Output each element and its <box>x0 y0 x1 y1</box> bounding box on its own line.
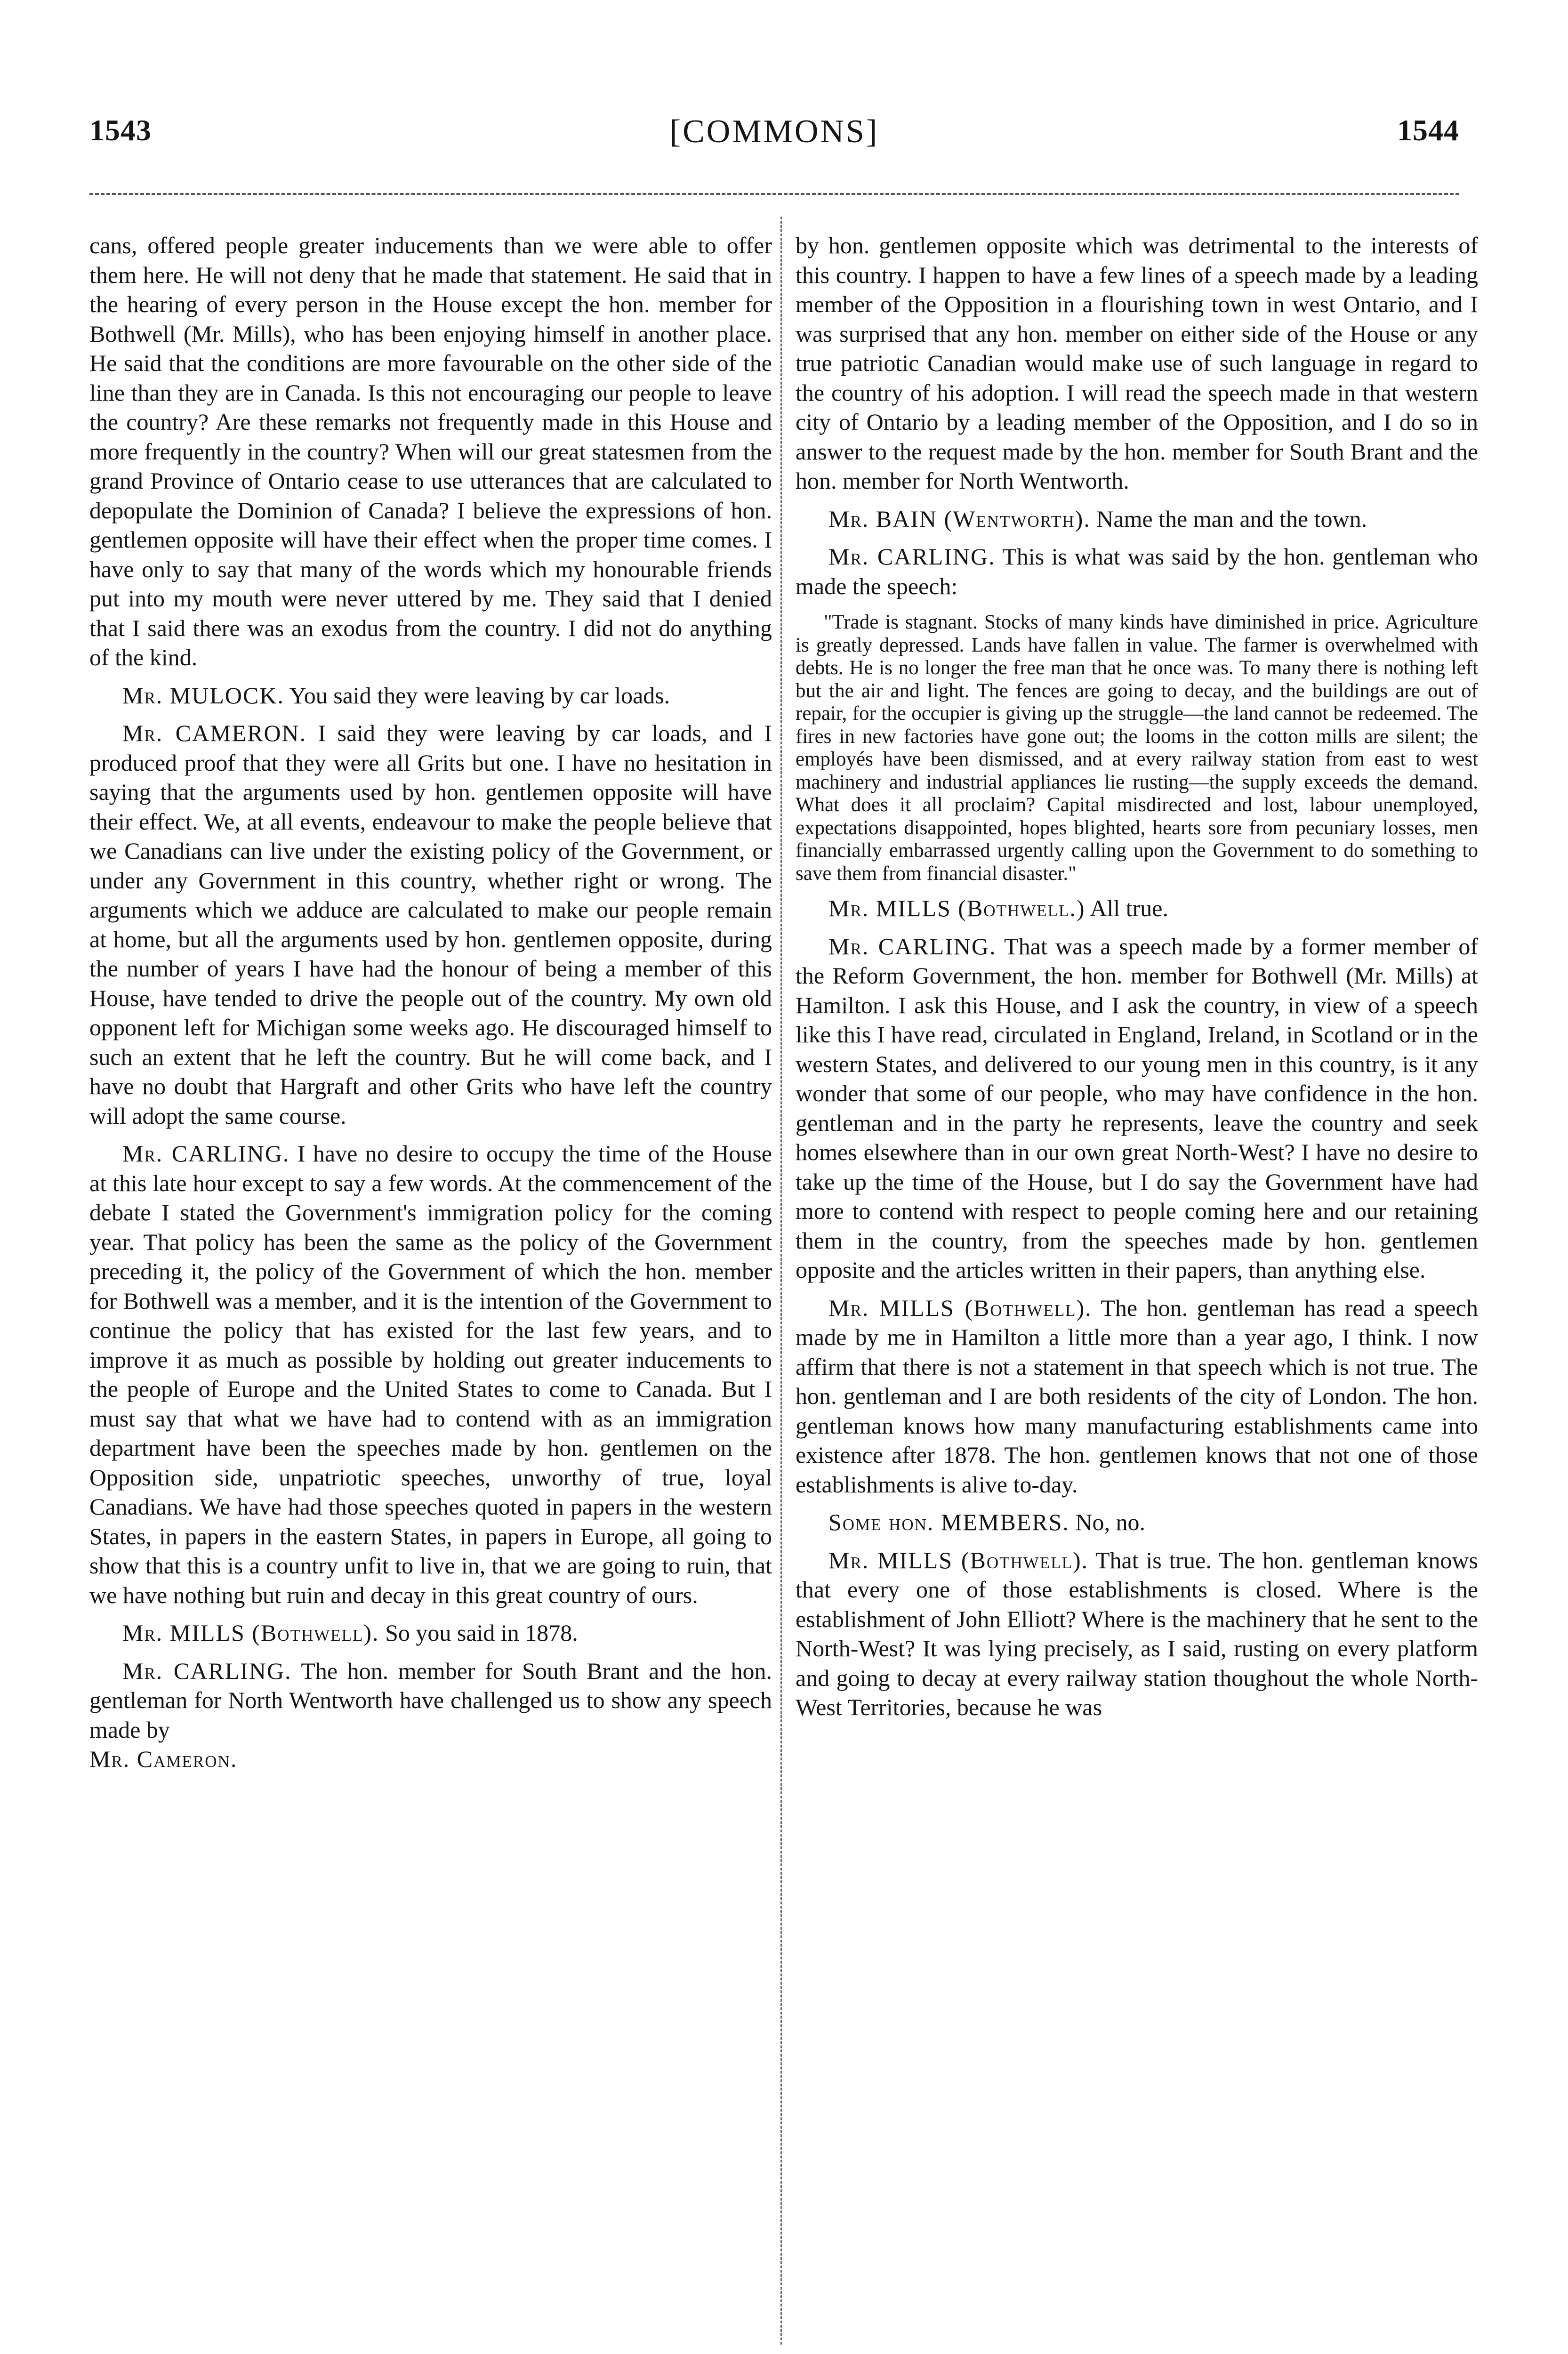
speech-text: That was a speech made by a former member of the Reform Government, the hon. member for Bothwell (Mr. Mills) at Hamilton. I ask this House, and I ask the country, in view of a speech like this I have read, circulated in England, Ireland, in Scotland or in the western States, and delivered to our young men in this country, is it any wonder that some of our people, who may have confidence in the hon. gentleman and in the party he represents, leave the country and seek homes elsewhere than in our own great North-West? I have no desire to take up the time of the House, but I do say the Government have had more to contend with respect to people coming here and our retaining them in the country, from the speeches made by hon. gentlemen opposite and the articles written in their papers, than anything else. <box>796 933 1478 1283</box>
speech-text: You said they were leaving by car loads. <box>289 682 670 709</box>
speaker-name: Mr. CARLING. <box>828 933 997 959</box>
speaker-name: Mr. BAIN (Wentworth). <box>828 505 1091 532</box>
speech-paragraph <box>89 1656 772 1745</box>
speech-text: That is true. The hon. gentleman knows that every one of those establishments is closed. Where is the establishment of John Elliott? Where is the machinery that he sent to the North-West? It was lying precisely, as I said, rusting on every platform and going to decay at every railway station thoughout the whole North-West Territories, because he was <box>796 1547 1478 1720</box>
paragraph-text: cans, offered people greater inducements than we were able to offer them here. He will not deny that he made that statement. He said that in the hearing of every person in the House except the hon. member for Bothwell (Mr. Mills), who has been enjoying himself in another place. He said that the conditions are more favourable on the other side of the line than they are in Canada. Is this not encouraging our people to leave the country? Are these remarks not frequently made in this House and more frequently in the country? When will our great statesmen from the grand Province of Ontario cease to use utterances that are calculated to depopulate the Dominion of Canada? I believe the expressions of hon. gentlemen opposite will have their effect when the proper time comes. I have only to say that many of the words which my honourable friends put into my mouth were never uttered by me. They said that I denied that I said there was an exodus from the country. I did not do anything of the kind. <box>89 232 772 670</box>
speech-paragraph <box>796 504 1478 534</box>
speech-text: Name the man and the town. <box>1096 505 1367 532</box>
speaker-name: Mr. CARLING. <box>828 543 996 570</box>
paragraph <box>89 231 772 672</box>
paragraph: by hon. gentlemen opposite which was detrimental to the interests of this country. I happen to have a few lines of a speech made by a leading member of the Opposition in a flourishing town in west Ontario, and I was surprised that any hon. member on either side of the House or any true patriotic Canadian would make use of such language in regard to the country of his adoption. I will read the speech made in that western city of Ontario by a leading member of the Opposition, and I do so in answer to the request made by the hon. member for South Brant and the hon. member for North Wentworth. <box>796 232 1478 494</box>
speech-text: I have no desire to occupy the time of the House at this late hour except to say a few words. At the commencement of the debate I stated the Government's immigration policy for the coming year. That policy has been the same as the policy of the Government preceding it, the policy of the Government of which the hon. member for Bothwell was a member, and it is the intention of the Government to continue the policy that has existed for the last few years, and to improve it as much as possible by holding out greater inducements to the people of Europe and the United States to come to Canada. But I must say that what we have had to contend with as an immigration department have been the speeches made by hon. gentlemen on the Opposition side, unpatriotic speeches, unworthy of true, loyal Canadians. We have had those speeches quoted in papers in the western States, in papers in the eastern States, in papers in Europe, all going to show that this is a country unfit to live in, that we are going to ruin, that we have nothing but ruin and decay in this great country of ours. <box>89 1140 772 1608</box>
speech-text: I said they were leaving by car loads, and I produced proof that they were all Grits but one. I have no hesitation in saying that the arguments used by hon. gentlemen opposite will have their effect. We, at all events, endeavour to make the people believe that we Canadians can live under the existing policy of the Government, or under any Government in this country, whether right or wrong. The arguments which we adduce are calculated to make our people remain at home, but all the arguments used by hon. gentlemen opposite, during the number of years I have had the honour of being a member of this House, have tended to drive the people out of the country. My own old opponent left for Michigan some weeks ago. He discouraged himself to such an extent that he left the country. But he will come back, and I have no doubt that Hargraft and other Grits who have left the country will adopt the same course. <box>89 720 772 1129</box>
speech-paragraph <box>796 1508 1478 1537</box>
speech-paragraph <box>89 681 772 710</box>
column-divider <box>780 217 782 2345</box>
speaker-name: Mr. MULOCK. <box>122 682 284 709</box>
speech-paragraph <box>796 932 1478 1285</box>
speech-paragraph <box>796 1546 1478 1722</box>
speech-text: The hon. member for South Brant and the hon. gentleman for North Wentworth have challenged us to show any speech made by <box>89 1657 772 1743</box>
speech-text: All true. <box>1090 895 1168 921</box>
speaker-name: Mr. CARLING. <box>122 1140 290 1167</box>
speaker-name: Mr. MILLS (Bothwell). <box>828 1294 1092 1321</box>
speech-paragraph <box>796 894 1478 923</box>
speaker-name: Mr. MILLS (Bothwell). <box>122 1620 379 1646</box>
speaker-name: Mr. CARLING. <box>122 1657 292 1684</box>
speech-paragraph <box>89 1139 772 1610</box>
speaker-name: Mr. MILLS (Bothwell.) <box>828 895 1086 921</box>
speech-paragraph <box>796 542 1478 601</box>
speech-text: So you said in 1878. <box>385 1620 578 1646</box>
speaker-name: Some hon. MEMBERS. <box>828 1509 1069 1535</box>
quote-text: "Trade is stagnant. Stocks of many kinds have diminished in price. Agriculture is greatly depressed. Lands have fallen in value. The farmer is overwhelmed with debts. He is no longer the free man that he once was. To many there is nothing left but the air and light. The fences are going to decay, and the buildings are out of repair, for the occupier is giving up the struggle—the land cannot be redeemed. The fires in new factories have gone out; the looms in the cotton mills are silent; the employés have been dismissed, and at every railway station from east to west machinery and industrial appliances lie rusting—the supply exceeds the demand. What does it all proclaim? Capital misdirected and lost, labour unemployed, expectations disappointed, hopes blighted, hearts sore from pecuniary losses, men financially embarrassed urgently calling upon the Government to do something to save them from financial disaster." <box>796 611 1478 885</box>
left-column <box>89 231 772 1774</box>
speech-paragraph <box>796 1293 1478 1499</box>
page-header <box>89 104 1459 160</box>
speech-text: The hon. gentleman has read a speech made by me in Hamilton a little more than a year ago, I think. I now affirm that there is not a statement in that speech which is not true. The hon. gentleman and I are both residents of the city of London. The hon. gentleman knows how many manufacturing establishments came into existence after 1878. The hon. gentlemen knows that not one of those establishments is alive to-day. <box>796 1294 1478 1498</box>
running-head: [COMMONS] <box>669 113 879 150</box>
speech-text: No, no. <box>1075 1509 1146 1535</box>
right-column <box>796 231 1478 1722</box>
header-rule <box>89 193 1459 195</box>
block-quote <box>796 611 1478 885</box>
speech-paragraph <box>89 718 772 1130</box>
page-tail-catchword: Mr. Cameron. <box>89 1746 238 1772</box>
speaker-name: Mr. MILLS (Bothwell). <box>828 1547 1089 1573</box>
page-number-left: 1543 <box>89 113 152 147</box>
speech-text: This is what was said by the hon. gentleman who made the speech: <box>796 543 1478 599</box>
page-number-right: 1544 <box>1397 113 1459 147</box>
speaker-name: Mr. CAMERON. <box>122 720 307 746</box>
speech-paragraph <box>89 1618 772 1648</box>
